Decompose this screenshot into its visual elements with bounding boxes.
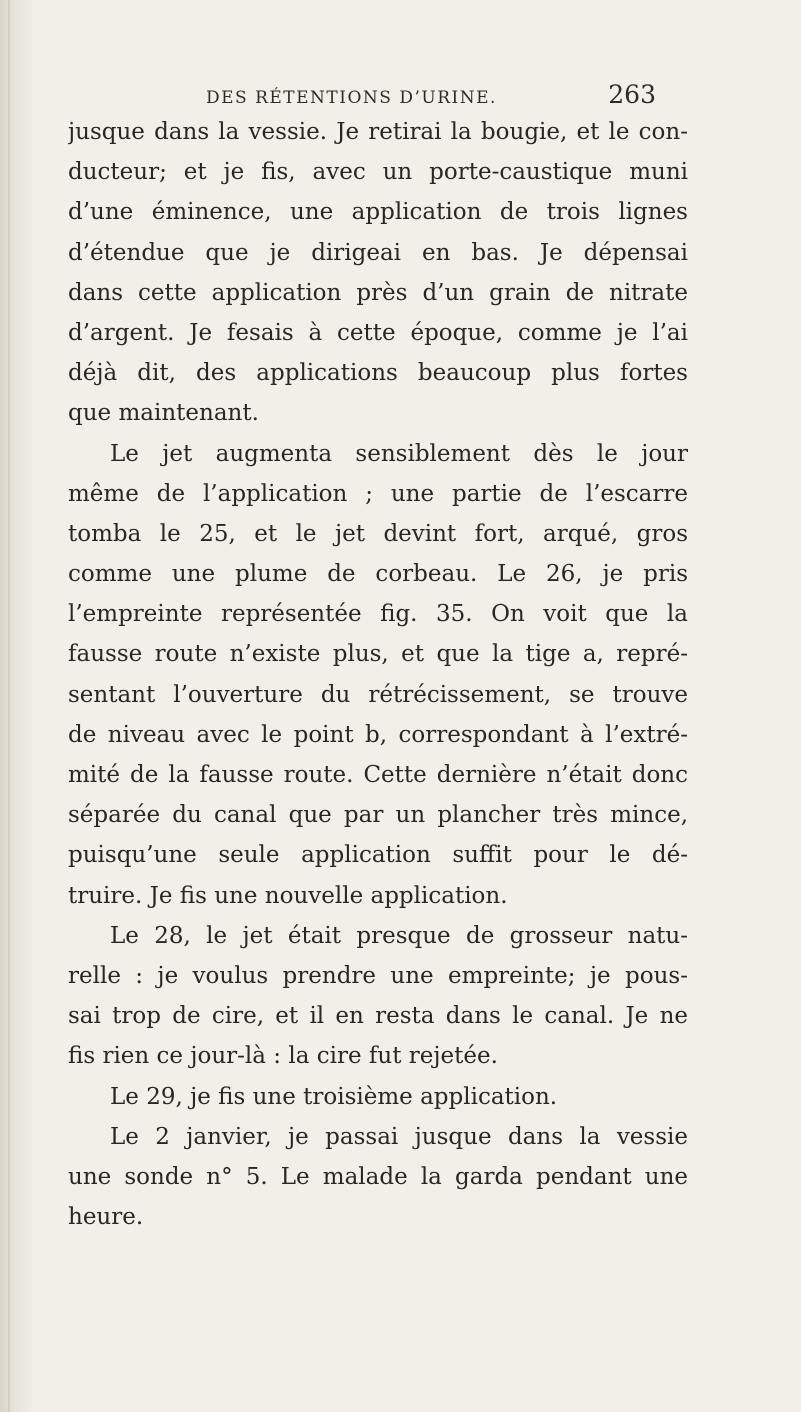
text-line: de niveau avec le point b, correspondant à l’extré- — [68, 721, 688, 748]
text-line: fausse route n’existe plus, et que la tige a, repré- — [68, 641, 688, 668]
text-line: d’étendue que je dirigeai en bas. Je dépensai — [68, 239, 688, 266]
text-line: ducteur; et je fis, avec un porte-caustique muni — [68, 159, 688, 186]
text-line: sentant l’ouverture du rétrécissement, se trouve — [68, 681, 688, 708]
text-line: relle : je voulus prendre une empreinte; je pous- — [68, 962, 688, 989]
page-header — [206, 78, 656, 114]
text-line: d’une éminence, une application de trois lignes — [68, 199, 688, 226]
text-line: d’argent. Je fesais à cette époque, comme je l’ai — [68, 319, 688, 346]
text-line: mité de la fausse route. Cette dernière n’était donc — [68, 762, 688, 788]
page-number: 263 — [608, 80, 656, 109]
text-line: comme une plume de corbeau. Le 26, je pris — [68, 561, 688, 588]
text-line: l’empreinte représentée fig. 35. On voit que la — [68, 601, 688, 628]
text-line: jusque dans la vessie. Je retirai la bougie, et le con- — [68, 119, 688, 145]
text-line: déjà dit, des applications beaucoup plus fortes — [68, 360, 688, 387]
text-line: tomba le 25, et le jet devint fort, arqué, gros — [68, 520, 688, 547]
text-line: dans cette application près d’un grain de nitrate — [68, 279, 688, 306]
text-line: heure. — [68, 1204, 144, 1231]
text-line: séparée du canal que par un plancher très mince, — [68, 802, 688, 829]
text-line: sai trop de cire, et il en resta dans le canal. Je ne — [68, 1003, 688, 1030]
text-line: truire. Je fis une nouvelle application. — [68, 882, 508, 909]
text-line: une sonde n° 5. Le malade la garda pendant une — [68, 1163, 688, 1190]
text-line: même de l’application ; une partie de l’escarre — [68, 480, 688, 507]
text-line: Le jet augmenta sensiblement dès le jour — [110, 440, 688, 467]
body-text — [68, 112, 688, 1237]
text-line: que maintenant. — [68, 400, 259, 427]
text-line: Le 2 janvier, je passai jusque dans la vessie — [110, 1123, 688, 1150]
page-crease — [8, 0, 10, 1412]
text-line: Le 29, je fis une troisième application. — [110, 1083, 558, 1110]
running-title: DES RÉTENTIONS D’URINE. — [206, 88, 497, 108]
text-line: fis rien ce jour-là : la cire fut rejetée. — [68, 1043, 498, 1070]
text-line: puisqu’une seule application suffit pour le dé- — [68, 842, 688, 869]
text-line: Le 28, le jet était presque de grosseur natu- — [110, 922, 688, 949]
page-edge-shadow — [0, 0, 34, 1412]
